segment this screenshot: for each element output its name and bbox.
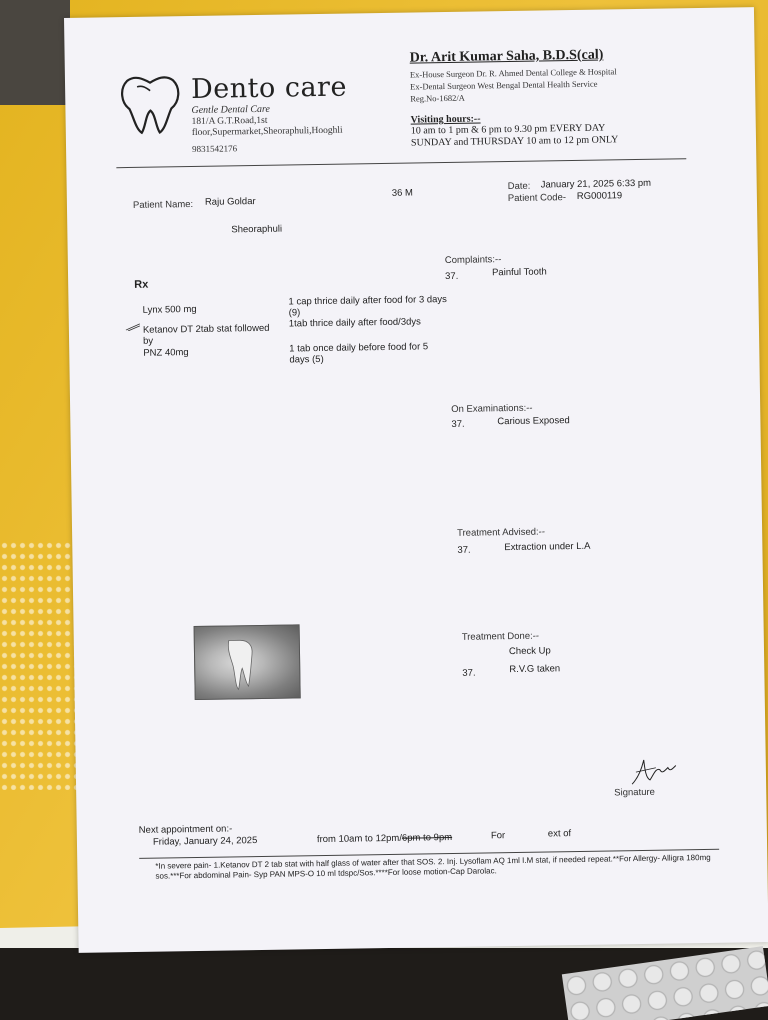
handwritten-signature: [626, 753, 679, 788]
treatment-advised-text: Extraction under L.A: [504, 540, 591, 554]
next-appointment-time-text: from 10am to 12pm/: [316, 832, 403, 846]
patient-code: RG000119: [576, 190, 623, 202]
doctor-registration: Reg.No-1682/A: [410, 92, 465, 104]
rx-heading: Rx: [134, 278, 149, 291]
treatment-done-heading: Treatment Done:--: [461, 630, 540, 643]
tooth-logo-icon: [115, 66, 186, 137]
visiting-hours-line-1: 10 am to 1 pm & 6 pm to 9.30 pm EVERY DAY: [410, 122, 606, 137]
complaints-heading: Complaints:--: [444, 254, 502, 267]
medicine-dosage: 1 tab once daily before food for 5 days (5): [289, 341, 429, 366]
clinic-phone: 9831542176: [191, 143, 238, 155]
examinations-heading: On Examinations:--: [451, 402, 533, 415]
medicine-name: PNZ 40mg: [143, 347, 189, 359]
complaints-text: Painful Tooth: [491, 266, 547, 279]
xray-tooth-icon: [225, 636, 256, 691]
doctor-credential-1: Ex-House Surgeon Dr. R. Ahmed Dental College & Hospital: [409, 66, 617, 80]
treatment-done-text: R.V.G taken: [509, 663, 561, 676]
next-appointment-time-struck: 6pm to 9pm: [401, 832, 453, 844]
next-appointment-date: Friday, January 24, 2025: [152, 835, 258, 848]
patient-name: Raju Goldar: [204, 196, 256, 208]
patient-address: Sheoraphuli: [231, 223, 283, 236]
medicine-name: Lynx 500 mg: [142, 303, 197, 316]
pen-tick-icon: [125, 323, 141, 331]
examinations-tooth-number: 37.: [451, 418, 465, 430]
patient-age-sex: 36 M: [391, 187, 414, 199]
clinic-brand: Dento care: [190, 71, 348, 106]
footnote-instructions: *In severe pain- 1.Ketanov DT 2 tab stat with half glass of water after that SOS. 2. Inj. Lysoflam AQ 1ml I.M stat, if needed repeat.**For Allergy- Alligra 180mg sos.***For abdominal Pain- Syp PAN MPS-O 10 ml tdspc/Sos.****For loose motion-Cap Darolac.: [155, 852, 711, 881]
treatment-advised-heading: Treatment Advised:--: [457, 526, 546, 539]
doctor-name: Dr. Arit Kumar Saha, B.D.S(cal): [409, 47, 604, 66]
signature-label: Signature: [614, 786, 655, 799]
next-appointment-ext-label: ext of: [547, 828, 572, 840]
clinic-subtitle: Gentle Dental Care: [191, 103, 271, 117]
visiting-hours-heading: Visiting hours:--: [410, 113, 481, 126]
medicine-dosage: 1 cap thrice daily after food for 3 days (9): [288, 294, 447, 319]
treatment-done-tooth-number: 37.: [462, 667, 476, 679]
medicine-name: Ketanov DT 2tab stat followed by: [142, 322, 270, 347]
complaints-tooth-number: 37.: [445, 270, 459, 283]
next-appointment-heading: Next appointment on:-: [138, 823, 233, 836]
next-appointment-time: [317, 832, 452, 845]
prescription-sheet: [64, 7, 768, 953]
visiting-hours-line-2: SUNDAY and THURSDAY 10 am to 12 pm ONLY: [410, 134, 619, 149]
examinations-text: Carious Exposed: [497, 415, 570, 428]
treatment-done-item: Check Up: [508, 645, 551, 658]
header-divider: [116, 158, 686, 168]
doctor-credential-2: Ex-Dental Surgeon West Bengal Dental Health Service: [410, 78, 598, 92]
medicine-dosage: 1tab thrice daily after food/3dys: [288, 316, 421, 330]
clinic-address: 181/A G.T.Road,1st floor,Supermarket,Sheoraphuli,Hooghli: [191, 115, 343, 139]
date-label: Date:: [507, 180, 531, 193]
background-object: [0, 0, 70, 105]
next-appointment-for-label: For: [490, 830, 506, 842]
patient-name-label: Patient Name:: [132, 198, 194, 211]
patient-code-label: Patient Code-: [507, 192, 567, 205]
dental-xray-image: [194, 624, 301, 700]
treatment-advised-tooth-number: 37.: [457, 544, 471, 556]
visit-date: January 21, 2025 6:33 pm: [540, 177, 652, 191]
